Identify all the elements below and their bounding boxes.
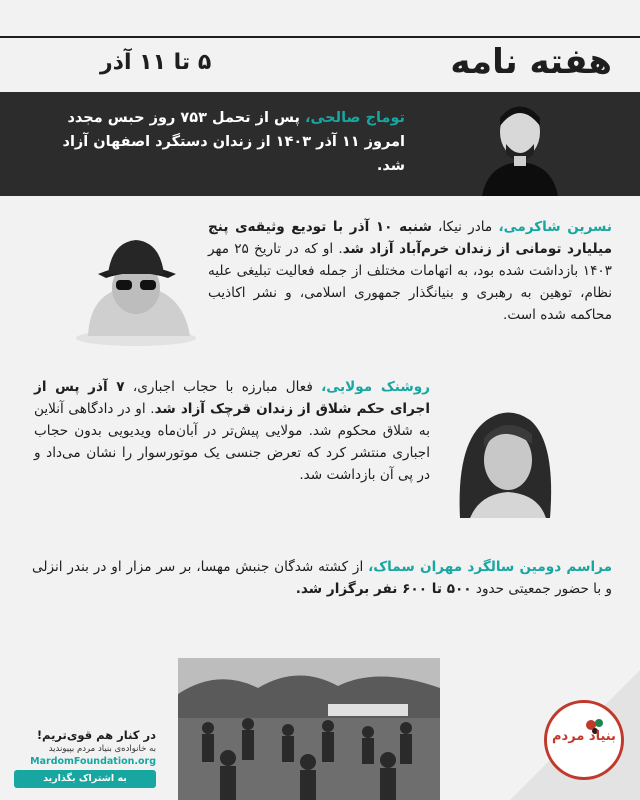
footer-url-link[interactable]: MardomFoundation.org (30, 756, 156, 767)
featured-news-text (45, 106, 405, 178)
news-item-roshanak-intro: فعال مبارزه با حجاب اجباری، (124, 379, 322, 395)
news-item-roshanak-name: روشنک مولایی، (321, 379, 430, 395)
page-title: هفته نامه (450, 42, 612, 82)
header (0, 36, 640, 92)
news-item-roshanak-body: . او در دادگاهی آنلاین به شلاق محکوم شد. مولایی پیش‌تر در آبان‌ماه ویدیویی بدون حجاب اجباری منتشر کرد که تعرض جنسی یک موتورسوار را نشان می‌داد و در پی آن بازداشت شد. (34, 401, 430, 483)
memorial-crowd-photo (178, 658, 440, 800)
featured-news-name: توماج صالحی، (305, 110, 405, 126)
news-item-roshanak-headline: ۷ آذر پس از اجرای حکم شلاق از زندان قرچک آزاد شد (34, 379, 430, 417)
footer-invite: به خانواده‌ی بنیاد مردم بپیوندید (48, 744, 156, 754)
share-button[interactable]: به اشتراک بگذارید (14, 770, 156, 788)
news-item-mehran (32, 556, 612, 600)
news-item-mehran-intro: از کشته شدگان جنبش مهسا، بر سر مزار او در بندر انزلی و با حضور جمعیتی حدود (32, 559, 612, 597)
news-item-nasrin-name: نسرین شاکرمی، (498, 219, 612, 235)
portrait-toomaj (478, 96, 562, 196)
news-item-nasrin-intro: مادر نیکا، (431, 219, 499, 235)
news-item-nasrin-body: . او که در تاریخ ۲۵ مهر ۱۴۰۳ بازداشت شده بود، به اتهامات مختلف از جمله فعالیت تبلیغی علیه نظام، توهین به رهبری و بنیانگذار جمهوری اسلامی، و نشر اکاذیب محاکمه شده است. (208, 241, 612, 323)
logo-text: بنیاد مردم (552, 729, 616, 744)
news-item-nasrin-headline: شنبه ۱۰ آذر با تودیع وثیقه‌ی پنج میلیارد تومانی از زندان خرم‌آباد آزاد شد (208, 219, 612, 257)
footer-slogan: در کنار هم قوی‌تریم! (36, 728, 156, 742)
mardom-foundation-logo (544, 700, 624, 780)
portrait-nasrin (72, 228, 202, 348)
portrait-roshanak (450, 398, 560, 518)
date-range: ۵ تا ۱۱ آذر (100, 50, 212, 75)
featured-news-body: پس از تحمل ۷۵۳ روز حبس مجدد امروز ۱۱ آذر ۱۴۰۳ از زندان دستگرد اصفهان آزاد شد. (62, 110, 405, 174)
news-item-mehran-name: مراسم دومین سالگرد مهران سماک، (368, 559, 612, 575)
news-item-roshanak (34, 376, 430, 486)
footer-callout (14, 728, 156, 767)
news-item-nasrin (208, 216, 612, 326)
news-item-mehran-headline: ۵۰۰ تا ۶۰۰ نفر برگزار شد. (295, 581, 472, 597)
